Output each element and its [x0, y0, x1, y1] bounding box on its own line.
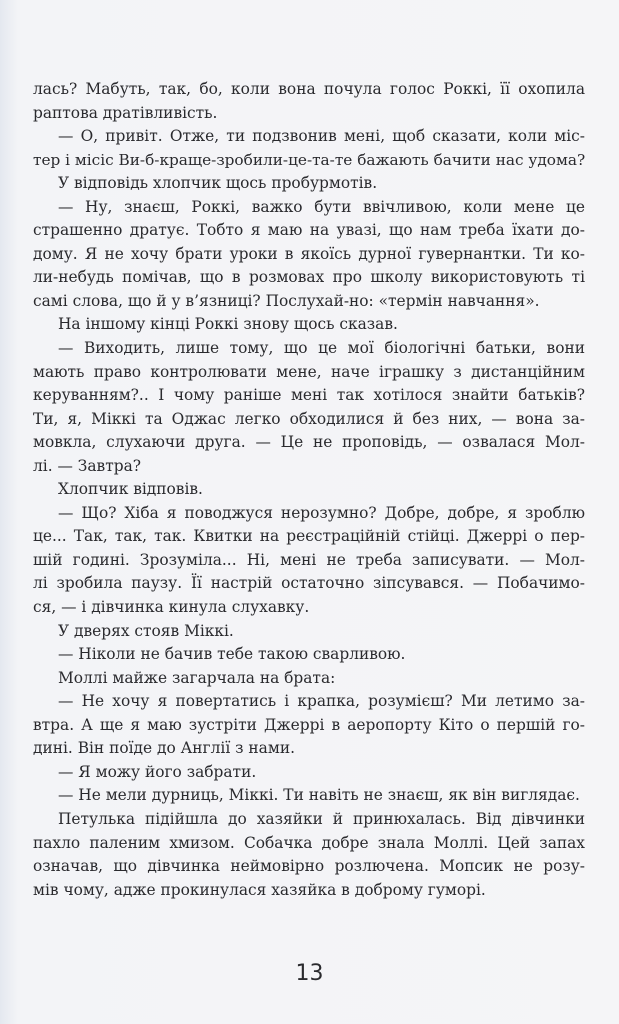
- text-line: втра. А ще я маю зустріти Джеррі в аеропорту Кіто о першій го-: [33, 715, 585, 734]
- text-line: У дверях стояв Міккі.: [58, 621, 234, 640]
- text-line: — Я можу його забрати.: [58, 762, 257, 781]
- text-line: Хлопчик відповів.: [58, 480, 203, 499]
- text-line: шій годині. Зрозуміла... Ні, мені не треба записувати. — Мол-: [33, 550, 585, 569]
- text-line: керуванням?.. І чому раніше мені так хотілося знайти батьків?: [33, 386, 585, 405]
- text-line: ся, — і дівчинка кинула слухавку.: [33, 598, 310, 617]
- text-line: тер і місіс Ви-б-краще-зробили-це-та-те бажають бачити нас удома?: [33, 150, 586, 169]
- text-line: — Не хочу я повертатись і крапка, розумієш? Ми летимо за-: [58, 692, 585, 711]
- text-line: Петулька підійшла до хазяйки й принюхалась. Від дівчинки: [58, 809, 585, 828]
- text-line: — О, привіт. Отже, ти подзвонив мені, щоб сказати, коли міс-: [58, 127, 585, 146]
- text-line: — Ніколи не бачив тебе такою сварливою.: [58, 645, 406, 664]
- text-line: — Не мели дурниць, Міккі. Ти навіть не знаєш, як він виглядає.: [58, 786, 580, 805]
- text-line: мовкла, слухаючи друга. — Це не проповідь, — озвалася Мол-: [33, 433, 585, 452]
- text-line: — Ну, знаєш, Роккі, важко бути ввічливою, коли мене це: [58, 197, 585, 216]
- page-number: 13: [295, 961, 324, 986]
- text-line: самі слова, що й у в’язниці? Послухай-но: «термін навчання».: [33, 291, 540, 310]
- text-line: лі зробила паузу. Її настрій остаточно зіпсувався. — Побачимо-: [33, 574, 585, 593]
- text-line: — Що? Хіба я поводжуся нерозумно? Добре, добре, я зроблю: [58, 503, 585, 522]
- text-line: ли-небудь помічав, що в розмовах про школу використовують ті: [33, 268, 585, 287]
- text-line: дині. Він поїде до Англії з нами.: [33, 739, 295, 758]
- text-line: — Виходить, лише тому, що це мої біологічні батьки, вони: [58, 339, 585, 358]
- body-text: [33, 78, 585, 902]
- text-line: пахло паленим хмизом. Собачка добре знала Моллі. Цей запах: [33, 833, 585, 852]
- text-line: лась? Мабуть, так, бо, коли вона почула голос Роккі, її охопила: [33, 80, 585, 98]
- text-line: Ти, я, Міккі та Оджас легко обходилися й без них, — вона за-: [33, 409, 585, 428]
- text-line: Моллі майже загарчала на брата:: [58, 668, 336, 687]
- text-line: означав, що дівчинка неймовірно розлючена. Мопсик не розу-: [33, 857, 585, 876]
- text-line: На іншому кінці Роккі знову щось сказав.: [58, 315, 398, 334]
- text-line: лі. — Завтра?: [33, 456, 141, 475]
- text-line: раптова дратівливість.: [33, 103, 218, 122]
- text-line: мів чому, адже прокинулася хазяйка в доброму гуморі.: [33, 880, 486, 899]
- text-line: це... Так, так, так. Квитки на реєстраційній стійці. Джеррі о пер-: [33, 527, 585, 546]
- text-line: страшенно дратує. Тобто я маю на увазі, що нам треба їхати до-: [33, 221, 585, 240]
- text-line: мають право контролювати мене, наче іграшку з дистанційним: [33, 362, 585, 381]
- text-line: дому. Я не хочу брати уроки в якоїсь дурної гувернантки. Ти ко-: [33, 244, 585, 263]
- text-line: У відповідь хлопчик щось пробурмотів.: [58, 174, 378, 193]
